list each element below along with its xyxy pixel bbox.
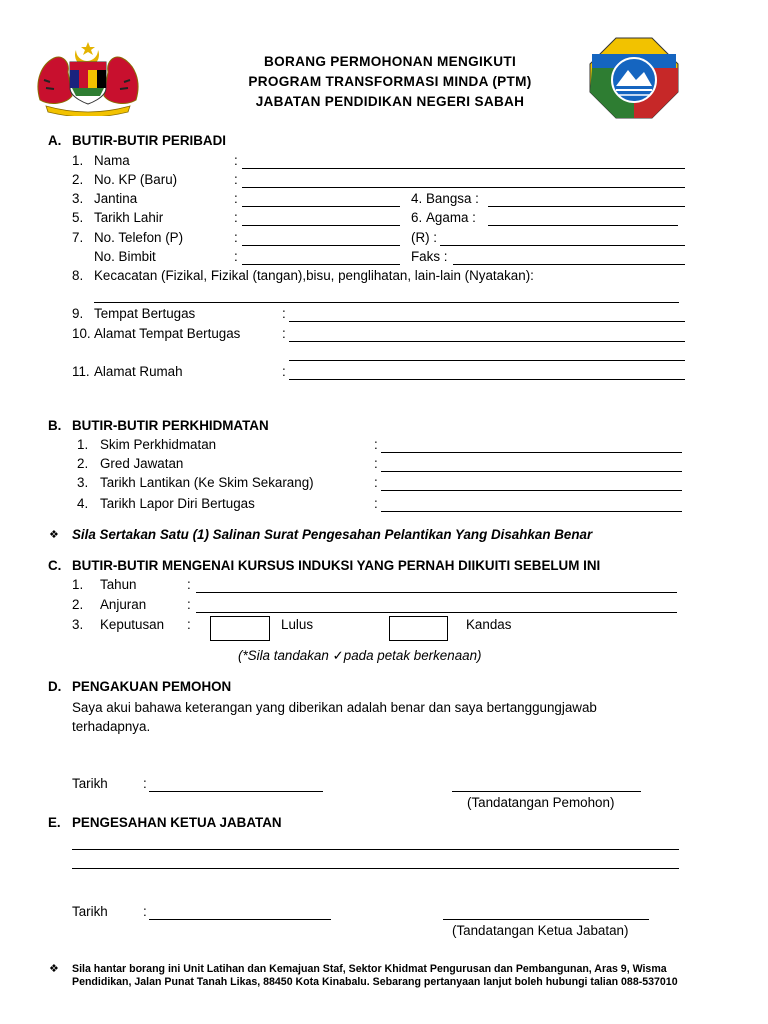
section-b-heading: BUTIR-BUTIR PERKHIDMATAN <box>72 418 269 433</box>
diamond-bullet-icon: ❖ <box>49 529 59 541</box>
no-bimbit-label: No. Bimbit <box>94 249 156 264</box>
faks-label: Faks : <box>411 249 448 264</box>
colon: : <box>234 210 238 225</box>
malaysia-coat-of-arms-logo <box>32 40 144 116</box>
item-number: 1. <box>72 577 84 592</box>
kandas-checkbox[interactable] <box>389 616 448 641</box>
tahun-label: Tahun <box>100 577 137 592</box>
tarikh-ketua-field[interactable] <box>149 919 331 920</box>
tarikh-lahir-field[interactable] <box>242 225 400 226</box>
colon: : <box>374 456 378 471</box>
no-kp-label: No. KP (Baru) <box>94 172 178 187</box>
tarikh-lahir-label: Tarikh Lahir <box>94 210 164 225</box>
item-number: 9. <box>72 306 84 321</box>
item-number: 3. <box>72 191 84 206</box>
item-number: 7. <box>72 230 84 245</box>
lulus-label: Lulus <box>281 617 314 632</box>
no-kp-field[interactable] <box>242 187 685 188</box>
tandatangan-ketua-field[interactable] <box>443 919 649 920</box>
colon: : <box>234 249 238 264</box>
telefon-r-field[interactable] <box>440 245 685 246</box>
item-number: 11. <box>72 364 90 379</box>
item-number: 1. <box>72 153 84 168</box>
alamat-rumah-field[interactable] <box>289 379 685 380</box>
colon: : <box>143 776 147 791</box>
item-number: 2. <box>72 597 84 612</box>
submission-note: Sila hantar borang ini Unit Latihan dan Kemajuan Staf, Sektor Khidmat Pengurusan dan Pembangunan, Aras 9, Wisma Pendidikan, Jalan Punat Tanah Likas, 88450 Kota Kinabalu. Sebarang pertanyaan lanjut boleh hubungi talian 088-537010 <box>72 963 678 988</box>
colon: : <box>374 475 378 490</box>
colon: : <box>187 597 191 612</box>
item-number: 2. <box>72 172 84 187</box>
colon: : <box>234 230 238 245</box>
section-a-heading: BUTIR-BUTIR PERIBADI <box>72 133 226 148</box>
tarikh-lapor-diri-label: Tarikh Lapor Diri Bertugas <box>100 496 255 511</box>
form-title-line-2: PROGRAM TRANSFORMASI MINDA (PTM) <box>248 74 532 89</box>
tarikh-lantikan-label: Tarikh Lantikan (Ke Skim Sekarang) <box>100 475 314 490</box>
tarikh-lapor-diri-field[interactable] <box>381 511 682 512</box>
colon: : <box>282 306 286 321</box>
section-e-heading: PENGESAHAN KETUA JABATAN <box>72 815 282 830</box>
section-e-letter: E. <box>48 815 61 830</box>
pengesahan-field-2[interactable] <box>72 868 679 869</box>
tarikh-lantikan-field[interactable] <box>381 490 682 491</box>
tarikh-pemohon-label: Tarikh <box>72 776 108 791</box>
tarikh-pemohon-field[interactable] <box>149 791 323 792</box>
item-number: 6. <box>411 210 423 225</box>
nama-label: Nama <box>94 153 130 168</box>
item-number: 2. <box>77 456 89 471</box>
kecacatan-field[interactable] <box>94 302 679 303</box>
nama-field[interactable] <box>242 168 685 169</box>
tempat-bertugas-label: Tempat Bertugas <box>94 306 196 321</box>
tahun-field[interactable] <box>196 592 677 593</box>
alamat-tempat-bertugas-field-1[interactable] <box>289 341 685 342</box>
agama-label: Agama : <box>426 210 476 225</box>
form-title-line-1: BORANG PERMOHONAN MENGIKUTI <box>263 54 517 69</box>
anjuran-field[interactable] <box>196 612 677 613</box>
item-number: 3. <box>72 617 84 632</box>
checkbox-instruction: (*Sila tandakan ✓pada petak berkenaan) <box>238 648 482 663</box>
skim-perkhidmatan-field[interactable] <box>381 452 682 453</box>
alamat-tempat-bertugas-field-2[interactable] <box>289 360 685 361</box>
gred-jawatan-field[interactable] <box>381 471 682 472</box>
colon: : <box>374 437 378 452</box>
bangsa-label: Bangsa : <box>426 191 479 206</box>
tandatangan-pemohon-label: (Tandatangan Pemohon) <box>467 795 615 810</box>
colon: : <box>143 904 147 919</box>
item-number: 1. <box>77 437 89 452</box>
item-number: 5. <box>72 210 84 225</box>
keputusan-label: Keputusan <box>100 617 165 632</box>
colon: : <box>234 172 238 187</box>
colon: : <box>187 577 191 592</box>
tempat-bertugas-field[interactable] <box>289 321 685 322</box>
section-a-letter: A. <box>48 133 62 148</box>
item-number: 3. <box>77 475 89 490</box>
skim-perkhidmatan-label: Skim Perkhidmatan <box>100 437 217 452</box>
section-d-letter: D. <box>48 679 62 694</box>
section-d-heading: PENGAKUAN PEMOHON <box>72 679 232 694</box>
colon: : <box>187 617 191 632</box>
jantina-label: Jantina <box>94 191 138 206</box>
form-title-line-3: JABATAN PENDIDIKAN NEGERI SABAH <box>255 94 525 109</box>
jantina-field[interactable] <box>242 206 400 207</box>
colon: : <box>282 364 286 379</box>
declaration-line-2: terhadapnya. <box>72 719 151 734</box>
tarikh-ketua-label: Tarikh <box>72 904 108 919</box>
colon: : <box>282 326 286 341</box>
bangsa-field[interactable] <box>488 206 685 207</box>
colon: : <box>234 191 238 206</box>
colon: : <box>234 153 238 168</box>
declaration-line-1: Saya akui bahawa keterangan yang diberikan adalah benar dan saya bertanggungjawab <box>72 700 597 715</box>
kecacatan-label: Kecacatan (Fizikal, Fizikal (tangan),bisu, penglihatan, lain-lain (Nyatakan): <box>94 268 534 283</box>
item-number: 4. <box>77 496 89 511</box>
item-number: 4. <box>411 191 423 206</box>
section-c-heading: BUTIR-BUTIR MENGENAI KURSUS INDUKSI YANG PERNAH DIIKUITI SEBELUM INI <box>72 558 601 573</box>
no-telefon-label: No. Telefon (P) <box>94 230 184 245</box>
alamat-rumah-label: Alamat Rumah <box>94 364 183 379</box>
item-number: 8. <box>72 268 84 283</box>
section-c-letter: C. <box>48 558 62 573</box>
tandatangan-ketua-label: (Tandatangan Ketua Jabatan) <box>452 923 629 938</box>
diamond-bullet-icon: ❖ <box>49 963 59 975</box>
attachment-note: Sila Sertakan Satu (1) Salinan Surat Pengesahan Pelantikan Yang Disahkan Benar <box>72 527 593 542</box>
colon: : <box>374 496 378 511</box>
tandatangan-pemohon-field[interactable] <box>452 791 641 792</box>
lulus-checkbox[interactable] <box>210 616 270 641</box>
alamat-tempat-bertugas-label: Alamat Tempat Bertugas <box>94 326 241 341</box>
agama-field[interactable] <box>488 225 678 226</box>
gred-jawatan-label: Gred Jawatan <box>100 456 184 471</box>
anjuran-label: Anjuran <box>100 597 147 612</box>
section-b-letter: B. <box>48 418 62 433</box>
sabah-education-department-logo <box>586 34 682 122</box>
kandas-label: Kandas <box>466 617 512 632</box>
telefon-p-field[interactable] <box>242 245 400 246</box>
pengesahan-field-1[interactable] <box>72 849 679 850</box>
item-number: 10. <box>72 326 91 341</box>
no-bimbit-field[interactable] <box>242 264 400 265</box>
telefon-r-label: (R) : <box>411 230 438 245</box>
faks-field[interactable] <box>453 264 685 265</box>
